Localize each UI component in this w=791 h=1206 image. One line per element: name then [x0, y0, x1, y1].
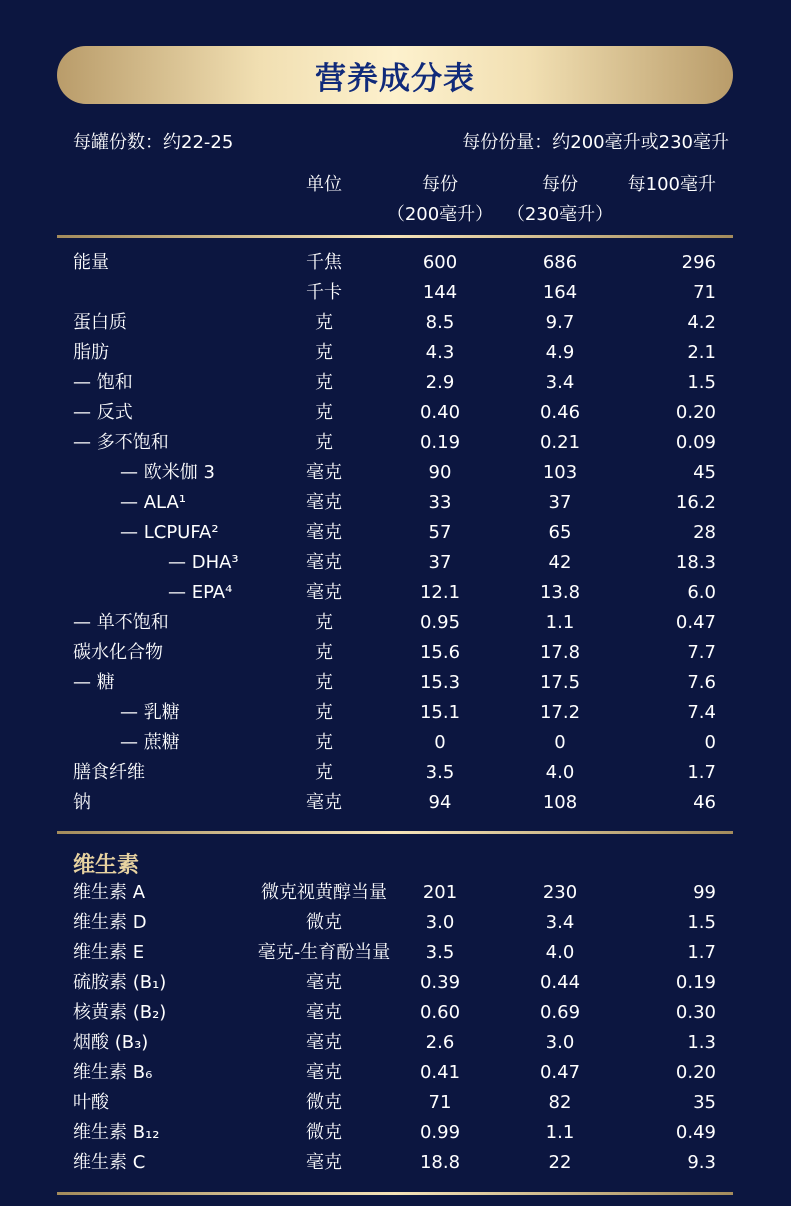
row-value-200ml: 201: [422, 882, 458, 903]
header-col1-line1: 每份: [422, 174, 458, 195]
serving-size: 每份份量：约200毫升或230毫升: [462, 132, 729, 153]
row-value-100ml: 0.30: [675, 1002, 716, 1023]
table-row: [0, 278, 791, 308]
row-value-100ml: 1.3: [687, 1032, 716, 1053]
table-row: [0, 878, 791, 908]
row-name: 膳食纤维: [73, 762, 145, 783]
row-name: 硫胺素 (B₁): [73, 972, 167, 993]
table-row: [0, 308, 791, 338]
row-name: — ALA¹: [120, 492, 187, 513]
table-row: [0, 488, 791, 518]
row-value-100ml: 99: [693, 882, 716, 903]
row-unit: 毫克: [306, 1002, 342, 1023]
table-row: [0, 1088, 791, 1118]
row-name: — 糖: [73, 672, 115, 693]
table-row: [0, 338, 791, 368]
row-value-100ml: 1.7: [687, 942, 716, 963]
row-unit: 毫克: [306, 462, 342, 483]
row-value-230ml: 4.9: [545, 342, 575, 363]
row-value-100ml: 4.2: [687, 312, 716, 333]
row-value-200ml: 144: [422, 282, 458, 303]
row-unit: 毫克: [306, 552, 342, 573]
table-row: [0, 1148, 791, 1178]
row-name: 叶酸: [73, 1092, 109, 1113]
row-name: 维生素 E: [73, 942, 145, 963]
row-value-100ml: 0.20: [675, 402, 716, 423]
row-value-200ml: 0.40: [419, 402, 461, 423]
row-unit: 毫克: [306, 492, 342, 513]
row-value-200ml: 0.39: [419, 972, 461, 993]
row-value-230ml: 164: [542, 282, 578, 303]
row-value-100ml: 0.49: [675, 1122, 716, 1143]
row-unit: 克: [315, 342, 333, 363]
row-unit: 克: [315, 312, 333, 333]
row-name: — DHA³: [168, 552, 239, 573]
page-title: 营养成分表: [315, 60, 475, 97]
row-value-200ml: 12.1: [419, 582, 461, 603]
table-row: [0, 638, 791, 668]
row-value-230ml: 42: [548, 552, 572, 573]
header-col1-line2: （200毫升）: [386, 204, 494, 225]
row-unit: 克: [315, 402, 333, 423]
row-value-100ml: 1.5: [687, 372, 716, 393]
row-value-230ml: 13.8: [539, 582, 581, 603]
row-value-230ml: 108: [542, 792, 578, 813]
row-name: — 单不饱和: [73, 612, 169, 633]
row-unit: 千卡: [306, 282, 342, 303]
table-row: [0, 998, 791, 1028]
row-name: 碳水化合物: [73, 642, 163, 663]
table-row: [0, 578, 791, 608]
row-value-230ml: 0.47: [539, 1062, 581, 1083]
header-col3: 每100毫升: [627, 174, 716, 195]
row-name: 能量: [73, 252, 109, 273]
header-col2-line1: 每份: [542, 174, 578, 195]
table-row: [0, 938, 791, 968]
table-row: [0, 1028, 791, 1058]
row-value-100ml: 296: [681, 252, 716, 273]
row-value-230ml: 0.46: [539, 402, 581, 423]
table-row: [0, 788, 791, 818]
row-value-200ml: 0.95: [419, 612, 461, 633]
row-name: — 多不饱和: [73, 432, 169, 453]
row-value-230ml: 82: [548, 1092, 572, 1113]
row-unit: 克: [315, 702, 333, 723]
table-row: [0, 728, 791, 758]
vitamins-section-title: 维生素: [73, 853, 140, 878]
row-unit: 毫克: [306, 522, 342, 543]
row-unit: 毫克: [306, 582, 342, 603]
table-row: [0, 248, 791, 278]
row-value-230ml: 0.44: [539, 972, 581, 993]
row-value-100ml: 46: [693, 792, 716, 813]
row-value-200ml: 2.6: [425, 1032, 455, 1053]
row-value-230ml: 9.7: [545, 312, 575, 333]
row-name: — 蔗糖: [120, 732, 180, 753]
row-name: 维生素 A: [73, 882, 146, 903]
row-value-200ml: 90: [428, 462, 452, 483]
row-unit: 克: [315, 672, 333, 693]
row-value-230ml: 0.69: [539, 1002, 581, 1023]
row-unit: 克: [315, 612, 333, 633]
table-row: [0, 398, 791, 428]
row-unit: 克: [315, 642, 333, 663]
row-value-230ml: 1.1: [545, 1122, 575, 1143]
divider-top: [57, 235, 733, 238]
row-value-100ml: 0.20: [675, 1062, 716, 1083]
row-value-230ml: 3.0: [545, 1032, 575, 1053]
row-value-230ml: 1.1: [545, 612, 575, 633]
row-value-200ml: 8.5: [425, 312, 455, 333]
title-banner: [57, 46, 733, 104]
row-value-100ml: 18.3: [675, 552, 716, 573]
row-value-100ml: 71: [693, 282, 716, 303]
row-unit: 克: [315, 372, 333, 393]
row-name: — 欧米伽 3: [120, 462, 215, 483]
row-value-100ml: 35: [693, 1092, 716, 1113]
row-value-200ml: 0.41: [419, 1062, 461, 1083]
row-name: 维生素 D: [73, 912, 147, 933]
row-value-230ml: 37: [548, 492, 572, 513]
row-value-230ml: 17.2: [539, 702, 581, 723]
row-value-200ml: 94: [428, 792, 452, 813]
row-unit: 微克: [306, 1122, 342, 1143]
row-name: 蛋白质: [73, 312, 127, 333]
row-value-230ml: 22: [548, 1152, 572, 1173]
row-value-230ml: 3.4: [545, 372, 575, 393]
table-row: [0, 518, 791, 548]
divider-bottom: [57, 1192, 733, 1195]
row-value-100ml: 7.6: [687, 672, 716, 693]
row-name: — EPA⁴: [168, 582, 233, 603]
row-unit: 毫克-生育酚当量: [257, 942, 391, 963]
row-unit: 微克视黄醇当量: [261, 882, 387, 903]
row-value-100ml: 0.47: [675, 612, 716, 633]
row-value-200ml: 0: [434, 732, 446, 753]
row-name: 烟酸 (B₃): [73, 1032, 149, 1053]
table-row: [0, 758, 791, 788]
row-value-100ml: 16.2: [675, 492, 716, 513]
table-row: [0, 548, 791, 578]
row-value-200ml: 3.5: [425, 762, 455, 783]
row-value-200ml: 15.6: [419, 642, 461, 663]
row-value-230ml: 17.8: [539, 642, 581, 663]
row-value-200ml: 15.1: [419, 702, 461, 723]
row-value-200ml: 18.8: [419, 1152, 461, 1173]
table-row: [0, 668, 791, 698]
row-value-230ml: 0: [554, 732, 566, 753]
row-unit: 微克: [306, 1092, 342, 1113]
servings-per-can: 每罐份数：约22-25: [73, 132, 234, 153]
row-value-230ml: 4.0: [545, 942, 575, 963]
row-value-100ml: 1.7: [687, 762, 716, 783]
row-value-100ml: 9.3: [687, 1152, 716, 1173]
header-unit: 单位: [306, 174, 342, 195]
row-name: 脂肪: [73, 342, 109, 363]
row-value-230ml: 103: [542, 462, 578, 483]
row-name: — 反式: [73, 402, 133, 423]
row-name: 维生素 C: [73, 1152, 146, 1173]
row-value-200ml: 3.0: [425, 912, 455, 933]
row-name: 钠: [73, 792, 91, 813]
table-row: [0, 698, 791, 728]
row-name: 核黄素 (B₂): [73, 1002, 167, 1023]
row-value-230ml: 686: [542, 252, 578, 273]
row-value-100ml: 0.19: [675, 972, 716, 993]
header-col2-line2: （230毫升）: [506, 204, 614, 225]
row-value-200ml: 4.3: [425, 342, 455, 363]
row-value-100ml: 28: [693, 522, 716, 543]
row-value-200ml: 3.5: [425, 942, 455, 963]
row-value-230ml: 4.0: [545, 762, 575, 783]
row-value-230ml: 65: [548, 522, 572, 543]
row-unit: 毫克: [306, 1152, 342, 1173]
divider-middle: [57, 831, 733, 834]
row-value-200ml: 0.99: [419, 1122, 461, 1143]
table-row: [0, 458, 791, 488]
row-value-100ml: 0.09: [675, 432, 716, 453]
row-value-200ml: 600: [422, 252, 458, 273]
row-value-230ml: 0.21: [539, 432, 581, 453]
row-unit: 克: [315, 732, 333, 753]
row-unit: 克: [315, 762, 333, 783]
row-unit: 微克: [306, 912, 342, 933]
table-row: [0, 1118, 791, 1148]
row-value-100ml: 7.4: [687, 702, 716, 723]
row-value-230ml: 17.5: [539, 672, 581, 693]
row-value-230ml: 3.4: [545, 912, 575, 933]
table-row: [0, 1058, 791, 1088]
row-name: — 乳糖: [120, 702, 180, 723]
table-row: [0, 968, 791, 998]
row-name: 维生素 B₁₂: [73, 1122, 160, 1143]
row-value-200ml: 0.19: [419, 432, 461, 453]
row-unit: 毫克: [306, 1032, 342, 1053]
table-row: [0, 908, 791, 938]
row-name: — 饱和: [73, 372, 133, 393]
row-unit: 毫克: [306, 792, 342, 813]
row-value-200ml: 33: [428, 492, 452, 513]
row-unit: 毫克: [306, 1062, 342, 1083]
row-value-200ml: 57: [428, 522, 452, 543]
row-value-100ml: 1.5: [687, 912, 716, 933]
row-value-100ml: 7.7: [687, 642, 716, 663]
row-value-200ml: 71: [428, 1092, 452, 1113]
row-value-230ml: 230: [542, 882, 578, 903]
table-row: [0, 428, 791, 458]
table-row: [0, 608, 791, 638]
table-row: [0, 368, 791, 398]
row-unit: 毫克: [306, 972, 342, 993]
row-name: 维生素 B₆: [73, 1062, 153, 1083]
row-name: — LCPUFA²: [120, 522, 219, 543]
row-value-100ml: 6.0: [687, 582, 716, 603]
row-value-100ml: 2.1: [687, 342, 716, 363]
row-value-200ml: 0.60: [419, 1002, 461, 1023]
row-value-200ml: 15.3: [419, 672, 461, 693]
row-value-100ml: 45: [693, 462, 716, 483]
row-unit: 千焦: [306, 252, 342, 273]
row-value-200ml: 2.9: [425, 372, 455, 393]
row-value-200ml: 37: [428, 552, 452, 573]
row-value-100ml: 0: [704, 732, 716, 753]
row-unit: 克: [315, 432, 333, 453]
